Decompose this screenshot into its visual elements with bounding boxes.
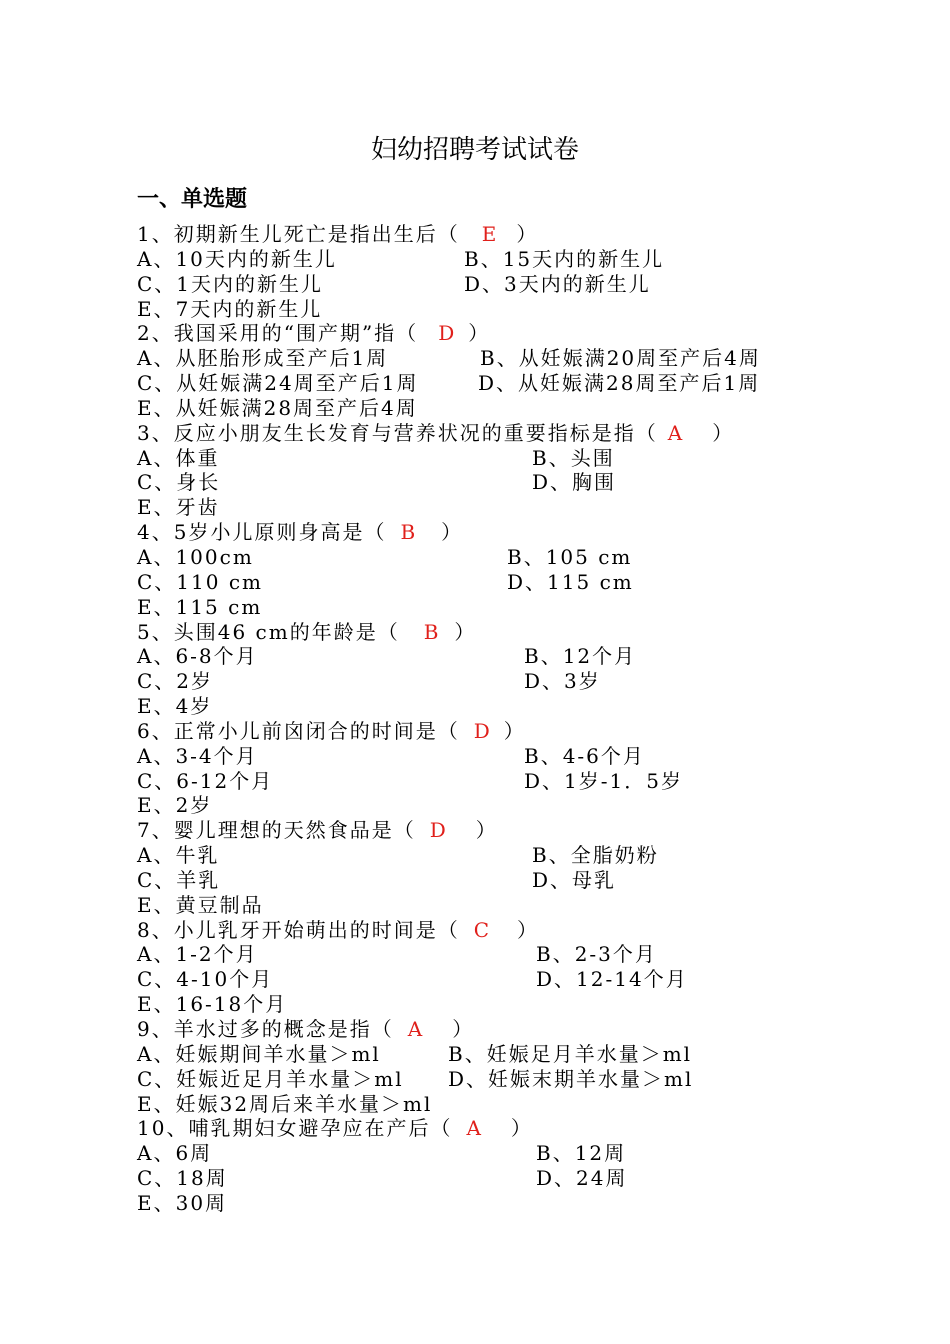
question-paren-close: ） <box>516 222 539 246</box>
option-text: B、12个月 <box>524 644 637 669</box>
question-stem <box>137 620 917 645</box>
option-row <box>137 1166 917 1191</box>
option-row <box>137 446 917 471</box>
question-paren-close: ） <box>441 520 464 545</box>
option-text: D、3岁 <box>524 669 601 694</box>
answer-letter: B <box>400 520 418 545</box>
question-text: 3、反应小朋友生长发育与营养状况的重要指标是指（ <box>137 420 658 445</box>
answer-letter: A <box>466 1116 483 1141</box>
option-text: D、妊娠末期羊水量＞ml <box>448 1066 694 1091</box>
option-text: A、1-2个月 <box>137 942 258 967</box>
option-text: E、4岁 <box>137 694 213 719</box>
question-stem <box>137 1116 917 1141</box>
answer-letter: C <box>473 917 492 942</box>
question-stem <box>137 719 917 744</box>
option-text: B、头围 <box>532 445 615 470</box>
option-row <box>137 1191 917 1216</box>
option-text: E、16-18个月 <box>137 992 288 1017</box>
option-text: E、黄豆制品 <box>137 892 264 917</box>
question-stem <box>137 918 917 943</box>
question-text: 5、头围46 cm的年龄是（ <box>137 619 400 644</box>
option-row <box>137 272 917 297</box>
page-title: 妇幼招聘考试试卷 <box>370 135 579 165</box>
option-row <box>137 769 917 794</box>
option-text: C、4-10个月 <box>137 967 274 992</box>
option-text: A、3-4个月 <box>137 743 258 768</box>
question-text: 6、正常小儿前囟闭合的时间是（ <box>137 718 460 743</box>
option-text: C、110 cm <box>137 569 263 594</box>
option-row <box>137 470 917 495</box>
question-text: 9、羊水过多的概念是指（ <box>137 1017 394 1041</box>
option-text: E、7天内的新生儿 <box>137 296 323 321</box>
option-text: A、6周 <box>137 1141 213 1166</box>
question-text: 2、我国采用的“围产期”指（ <box>137 321 419 346</box>
question-stem <box>137 222 917 247</box>
question-paren-close: ） <box>712 420 735 445</box>
option-text: A、10天内的新生儿 <box>137 246 337 271</box>
option-text: D、从妊娠满28周至产后1周 <box>478 371 761 396</box>
section-heading: 一、单选题 <box>137 187 248 212</box>
option-text: B、从妊娠满20周至产后4周 <box>480 346 761 371</box>
option-text: C、身长 <box>137 470 221 495</box>
option-text: B、4-6个月 <box>524 743 645 768</box>
option-text: E、牙齿 <box>137 495 220 520</box>
option-row <box>137 694 917 719</box>
option-text: B、105 cm <box>507 544 633 569</box>
option-row <box>137 992 917 1017</box>
option-text: C、18周 <box>137 1166 228 1191</box>
option-text: E、从妊娠满28周至产后4周 <box>137 395 418 420</box>
option-text: C、2岁 <box>137 669 214 694</box>
option-row <box>137 346 917 371</box>
option-row <box>137 297 917 322</box>
answer-letter: A <box>667 420 685 445</box>
option-text: A、妊娠期间羊水量＞ml <box>137 1041 381 1066</box>
question-paren-close: ） <box>468 321 491 346</box>
option-text: C、1天内的新生儿 <box>137 271 324 296</box>
answer-letter: E <box>481 222 499 246</box>
option-row <box>137 744 917 769</box>
question-stem <box>137 818 917 843</box>
option-text: B、全脂奶粉 <box>532 843 659 868</box>
option-text: A、牛乳 <box>137 843 220 868</box>
option-text: D、1岁-1．5岁 <box>524 768 683 793</box>
question-text: 10、哺乳期妇女避孕应在产后（ <box>137 1116 453 1141</box>
option-text: A、100cm <box>137 544 254 569</box>
option-text: B、15天内的新生儿 <box>464 246 665 271</box>
question-stem <box>137 321 917 346</box>
option-row <box>137 942 917 967</box>
option-row <box>137 843 917 868</box>
option-text: E、2岁 <box>137 793 213 818</box>
option-row <box>137 1042 917 1067</box>
answer-letter: D <box>473 718 492 743</box>
option-row <box>137 371 917 396</box>
question-text: 8、小儿乳牙开始萌出的时间是（ <box>137 917 460 942</box>
option-row <box>137 247 917 272</box>
option-text: E、妊娠32周后来羊水量＞ml <box>137 1091 433 1116</box>
answer-letter: B <box>423 619 441 644</box>
option-row <box>137 570 917 595</box>
option-text: A、从胚胎形成至产后1周 <box>137 346 389 371</box>
option-row <box>137 1067 917 1092</box>
option-text: C、从妊娠满24周至产后1周 <box>137 371 419 396</box>
answer-letter: A <box>407 1017 425 1041</box>
question-paren-close: ） <box>452 1017 475 1041</box>
option-text: A、6-8个月 <box>137 644 258 669</box>
option-text: B、2-3个月 <box>536 942 657 967</box>
option-text: D、12-14个月 <box>536 967 688 992</box>
question-text: 4、5岁小儿原则身高是（ <box>137 520 387 545</box>
question-list <box>137 222 917 1216</box>
option-row <box>137 669 917 694</box>
option-row <box>137 868 917 893</box>
option-row <box>137 495 917 520</box>
question-text: 7、婴儿理想的天然食品是（ <box>137 818 416 843</box>
option-text: C、羊乳 <box>137 867 221 892</box>
option-text: B、12周 <box>536 1141 627 1166</box>
option-text: C、妊娠近足月羊水量＞ml <box>137 1066 404 1091</box>
option-row <box>137 1092 917 1117</box>
option-row <box>137 793 917 818</box>
option-row <box>137 893 917 918</box>
question-paren-close: ） <box>454 619 477 644</box>
option-text: E、30周 <box>137 1190 228 1215</box>
option-row <box>137 545 917 570</box>
option-text: D、115 cm <box>507 569 634 594</box>
question-stem <box>137 1017 917 1042</box>
question-paren-close: ） <box>503 718 526 743</box>
question-text: 1、初期新生儿死亡是指出生后（ <box>137 222 460 246</box>
question-paren-close: ） <box>517 917 540 942</box>
option-text: B、妊娠足月羊水量＞ml <box>448 1041 693 1066</box>
question-stem <box>137 421 917 446</box>
option-text: A、体重 <box>137 445 220 470</box>
option-text: D、3天内的新生儿 <box>464 271 651 296</box>
option-text: D、胸围 <box>532 470 617 495</box>
option-row <box>137 1141 917 1166</box>
option-text: D、24周 <box>536 1166 628 1191</box>
option-row <box>137 644 917 669</box>
question-paren-close: ） <box>510 1116 533 1141</box>
option-row <box>137 396 917 421</box>
question-paren-close: ） <box>475 818 498 843</box>
answer-letter: D <box>429 818 448 843</box>
option-text: D、母乳 <box>532 867 617 892</box>
answer-letter: D <box>438 321 457 346</box>
option-row <box>137 595 917 620</box>
option-row <box>137 967 917 992</box>
option-text: E、115 cm <box>137 594 263 619</box>
question-stem <box>137 520 917 545</box>
option-text: C、6-12个月 <box>137 768 274 793</box>
